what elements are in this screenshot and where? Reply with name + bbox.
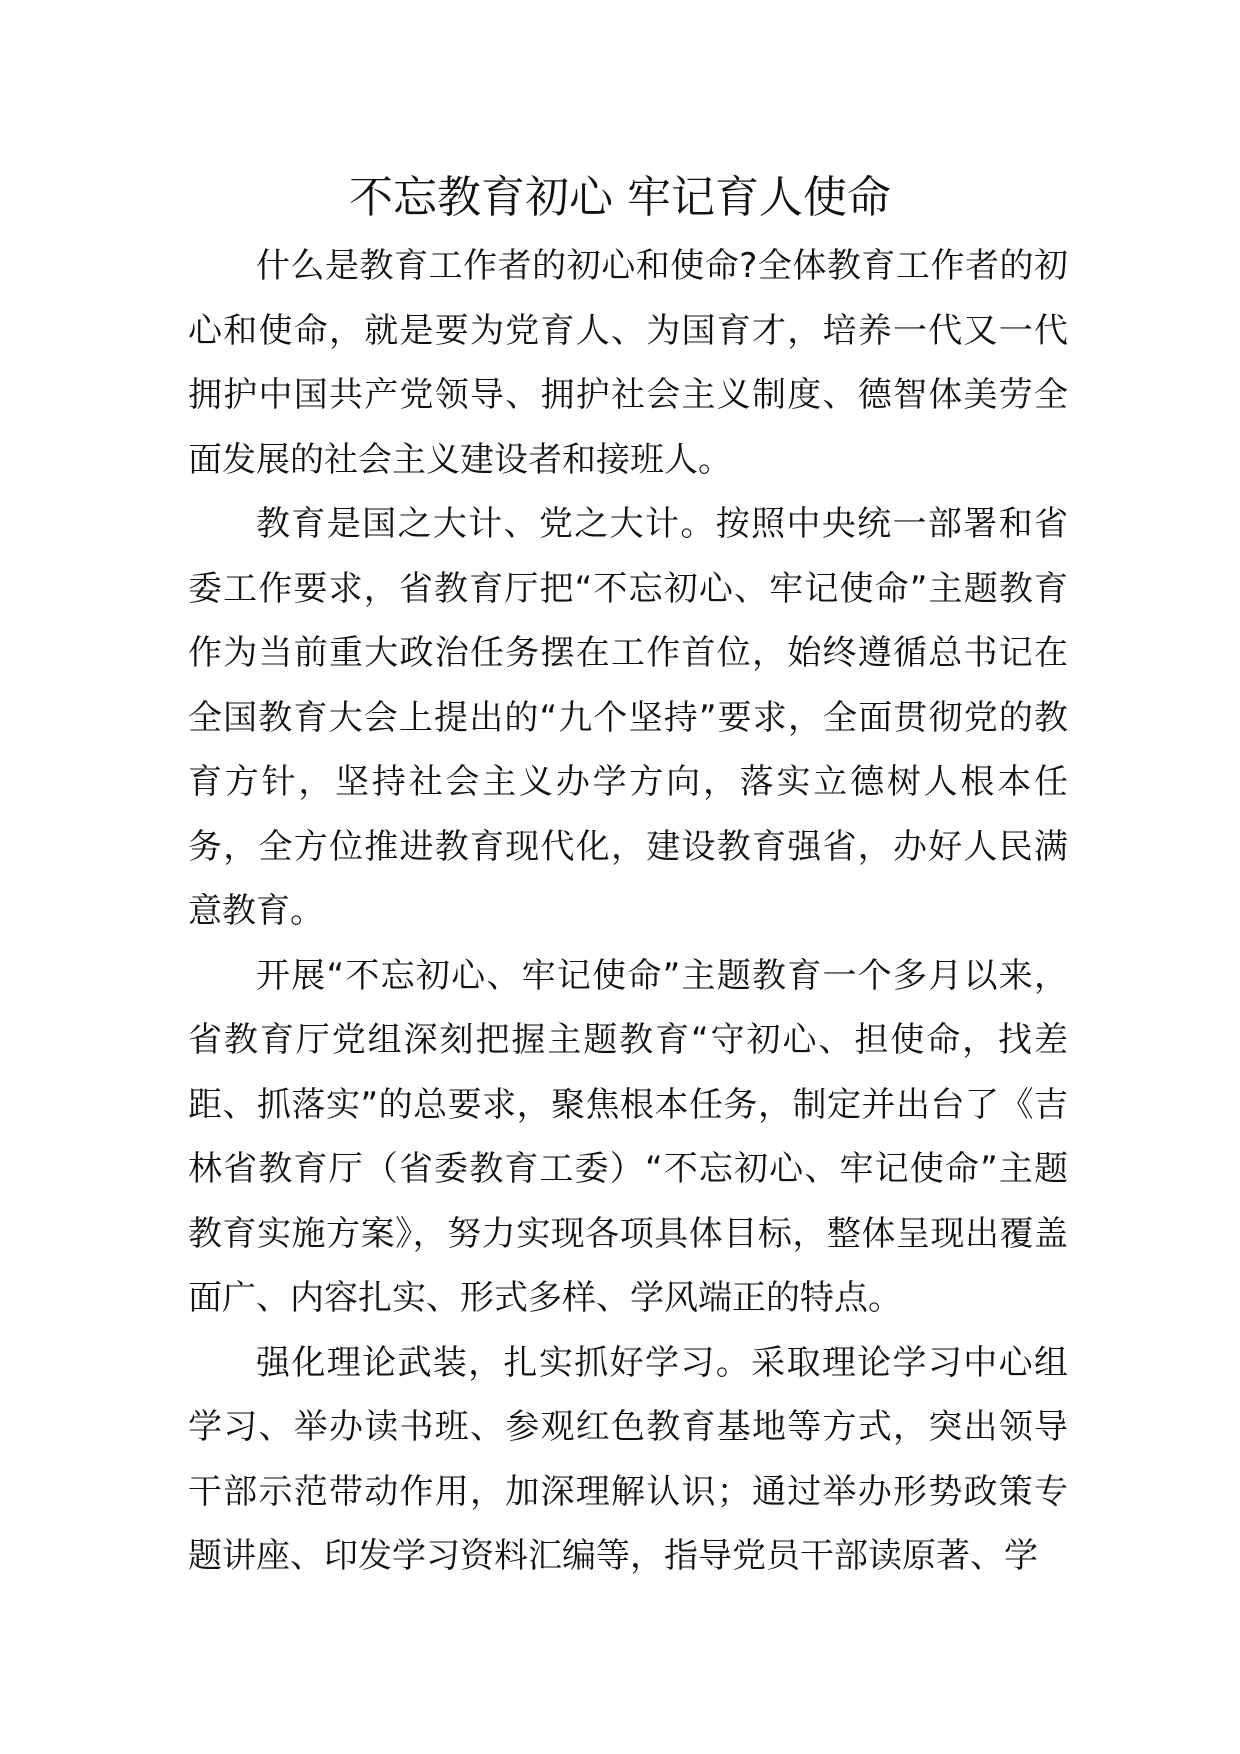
document-title: 不忘教育初心 牢记育人使命: [349, 172, 891, 223]
document-body: [188, 234, 1068, 1589]
paragraph-3: 开展“不忘初心、牢记使命”主题教育一个多月以来，省教育厅党组深刻把握主题教育“守初心、担使命，找差距、抓落实”的总要求，聚焦根本任务，制定并出台了《吉林省教育厅（省委教育工委）“不忘初心、牢记使命”主题教育实施方案》，努力实现各项具体目标，整体呈现出覆盖面广、内容扎实、形式多样、学风端正的特点。: [188, 955, 1068, 1318]
paragraph-2: 教育是国之大计、党之大计。按照中央统一部署和省委工作要求，省教育厅把“不忘初心、牢记使命”主题教育作为当前重大政治任务摆在工作首位，始终遵循总书记在全国教育大会上提出的“九个坚持”要求，全面贯彻党的教育方针，坚持社会主义办学方向，落实立德树人根本任务，全方位推进教育现代化，建设教育强省，办好人民满意教育。: [188, 504, 1068, 931]
paragraph-4: 强化理论武装，扎实抓好学习。采取理论学习中心组学习、举办读书班、参观红色教育基地等方式，突出领导干部示范带动作用，加深理解认识；通过举办形势政策专题讲座、印发学习资料汇编等，指导党员干部读原著、学: [188, 1342, 1068, 1576]
paragraph-1: 什么是教育工作者的初心和使命?全体教育工作者的初心和使命，就是要为党育人、为国育才，培养一代又一代拥护中国共产党领导、拥护社会主义制度、德智体美劳全面发展的社会主义建设者和接班人。: [188, 246, 1068, 480]
